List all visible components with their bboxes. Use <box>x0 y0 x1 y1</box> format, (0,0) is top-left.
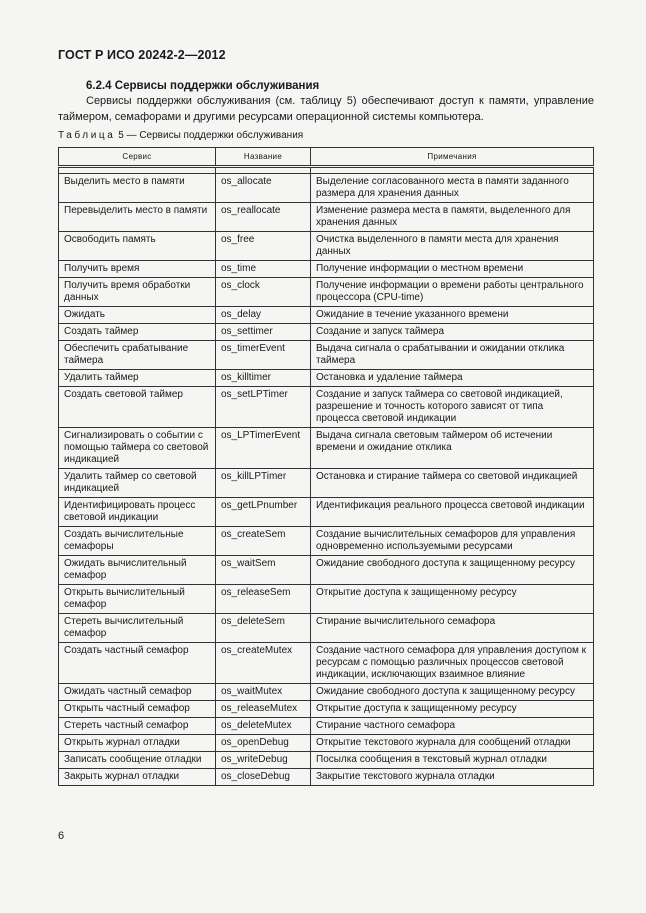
notes-cell: Идентификация реального процесса световой индикации <box>311 498 594 527</box>
service-cell: Стереть частный семафор <box>59 718 216 735</box>
spacer-cell <box>59 167 216 174</box>
table-row <box>59 174 594 203</box>
table-row <box>59 718 594 735</box>
table-row <box>59 643 594 684</box>
function-name-cell: os_waitMutex <box>216 684 311 701</box>
table-caption-text: — Сервисы поддержки обслуживания <box>126 130 304 141</box>
table-header-row <box>59 148 594 167</box>
function-name-cell: os_LPTimerEvent <box>216 428 311 469</box>
service-cell: Закрыть журнал отладки <box>59 769 216 786</box>
function-name-cell: os_timerEvent <box>216 341 311 370</box>
column-header-name: Название <box>216 148 311 167</box>
column-header-notes: Примечания <box>311 148 594 167</box>
notes-cell: Получение информации о времени работы центрального процессора (CPU-time) <box>311 278 594 307</box>
service-cell: Создать таймер <box>59 324 216 341</box>
notes-cell: Открытие текстового журнала для сообщений отладки <box>311 735 594 752</box>
notes-cell: Стирание частного семафора <box>311 718 594 735</box>
notes-cell: Выделение согласованного места в памяти заданного размера для хранения данных <box>311 174 594 203</box>
function-name-cell: os_setLPTimer <box>216 387 311 428</box>
service-cell: Стереть вычислительный семафор <box>59 614 216 643</box>
function-name-cell: os_getLPnumber <box>216 498 311 527</box>
service-cell: Удалить таймер со световой индикацией <box>59 469 216 498</box>
notes-cell: Ожидание свободного доступа к защищенному ресурсу <box>311 556 594 585</box>
function-name-cell: os_createSem <box>216 527 311 556</box>
service-cell: Обеспечить срабатывание таймера <box>59 341 216 370</box>
table-row <box>59 232 594 261</box>
spacer-cell <box>216 167 311 174</box>
function-name-cell: os_settimer <box>216 324 311 341</box>
service-cell: Записать сообщение отладки <box>59 752 216 769</box>
notes-cell: Создание вычислительных семафоров для управления одновременно используемыми ресурсами <box>311 527 594 556</box>
page-number: 6 <box>58 830 65 842</box>
notes-cell: Создание и запуск таймера <box>311 324 594 341</box>
notes-cell: Выдача сигнала световым таймером об истечении времени и ожидание отклика <box>311 428 594 469</box>
function-name-cell: os_openDebug <box>216 735 311 752</box>
service-cell: Ожидать частный семафор <box>59 684 216 701</box>
table-row <box>59 278 594 307</box>
function-name-cell: os_killLPTimer <box>216 469 311 498</box>
service-cell: Создать световой таймер <box>59 387 216 428</box>
table-body <box>59 167 594 786</box>
table-row <box>59 307 594 324</box>
notes-cell: Изменение размера места в памяти, выделенного для хранения данных <box>311 203 594 232</box>
spacer-cell <box>311 167 594 174</box>
notes-cell: Стирание вычислительного семафора <box>311 614 594 643</box>
table-row <box>59 684 594 701</box>
function-name-cell: os_releaseMutex <box>216 701 311 718</box>
function-name-cell: os_free <box>216 232 311 261</box>
table-caption <box>58 130 303 141</box>
function-name-cell: os_killtimer <box>216 370 311 387</box>
function-name-cell: os_createMutex <box>216 643 311 684</box>
table-row <box>59 428 594 469</box>
function-name-cell: os_closeDebug <box>216 769 311 786</box>
table-row <box>59 387 594 428</box>
function-name-cell: os_deleteSem <box>216 614 311 643</box>
service-cell: Сигнализировать о событии с помощью таймера со световой индикацией <box>59 428 216 469</box>
table-row <box>59 701 594 718</box>
function-name-cell: os_delay <box>216 307 311 324</box>
section-intro-paragraph: Сервисы поддержки обслуживания (см. таблицу 5) обеспечивают доступ к памяти, управление таймером, семафорами и другими ресурсами операционной системы компьютера. <box>58 95 594 123</box>
table-spacer-row <box>59 167 594 174</box>
service-cell: Создать частный семафор <box>59 643 216 684</box>
notes-cell: Получение информации о местном времени <box>311 261 594 278</box>
table-row <box>59 469 594 498</box>
service-cell: Открыть вычислительный семафор <box>59 585 216 614</box>
notes-cell: Выдача сигнала о срабатывании и ожидании отклика таймера <box>311 341 594 370</box>
service-cell: Создать вычислительные семафоры <box>59 527 216 556</box>
function-name-cell: os_waitSem <box>216 556 311 585</box>
function-name-cell: os_deleteMutex <box>216 718 311 735</box>
service-cell: Открыть журнал отладки <box>59 735 216 752</box>
table-row <box>59 370 594 387</box>
notes-cell: Очистка выделенного в памяти места для хранения данных <box>311 232 594 261</box>
table-row <box>59 203 594 232</box>
table-row <box>59 324 594 341</box>
table-row <box>59 261 594 278</box>
table-row <box>59 527 594 556</box>
function-name-cell: os_releaseSem <box>216 585 311 614</box>
service-cell: Выделить место в памяти <box>59 174 216 203</box>
section-title: 6.2.4 Сервисы поддержки обслуживания <box>86 80 320 92</box>
notes-cell: Открытие доступа к защищенному ресурсу <box>311 585 594 614</box>
service-cell: Удалить таймер <box>59 370 216 387</box>
service-cell: Освободить память <box>59 232 216 261</box>
notes-cell: Остановка и стирание таймера со световой индикацией <box>311 469 594 498</box>
table-row <box>59 556 594 585</box>
services-table <box>58 147 594 786</box>
function-name-cell: os_writeDebug <box>216 752 311 769</box>
function-name-cell: os_time <box>216 261 311 278</box>
notes-cell: Открытие доступа к защищенному ресурсу <box>311 701 594 718</box>
table-row <box>59 735 594 752</box>
service-cell: Перевыделить место в памяти <box>59 203 216 232</box>
table-row <box>59 585 594 614</box>
table-caption-number: 5 <box>118 130 124 141</box>
service-cell: Идентифицировать процесс световой индикации <box>59 498 216 527</box>
function-name-cell: os_clock <box>216 278 311 307</box>
column-header-service: Сервис <box>59 148 216 167</box>
notes-cell: Посылка сообщения в текстовый журнал отладки <box>311 752 594 769</box>
service-cell: Ожидать <box>59 307 216 324</box>
table-row <box>59 341 594 370</box>
service-cell: Открыть частный семафор <box>59 701 216 718</box>
table-caption-prefix: Таблица <box>58 130 116 141</box>
service-cell: Получить время обработки данных <box>59 278 216 307</box>
notes-cell: Закрытие текстового журнала отладки <box>311 769 594 786</box>
notes-cell: Ожидание свободного доступа к защищенному ресурсу <box>311 684 594 701</box>
function-name-cell: os_reallocate <box>216 203 311 232</box>
table-row <box>59 752 594 769</box>
notes-cell: Остановка и удаление таймера <box>311 370 594 387</box>
table-row <box>59 769 594 786</box>
service-cell: Ожидать вычислительный семафор <box>59 556 216 585</box>
function-name-cell: os_allocate <box>216 174 311 203</box>
table-row <box>59 614 594 643</box>
notes-cell: Создание частного семафора для управления доступом к ресурсам с помощью различных процессов световой индикации, исключающих взаимное влияние <box>311 643 594 684</box>
table-row <box>59 498 594 527</box>
service-cell: Получить время <box>59 261 216 278</box>
notes-cell: Ожидание в течение указанного времени <box>311 307 594 324</box>
document-id-header: ГОСТ Р ИСО 20242-2—2012 <box>58 48 226 62</box>
notes-cell: Создание и запуск таймера со световой индикацией, разрешение и точность которого зависят от типа процесса световой индикации <box>311 387 594 428</box>
